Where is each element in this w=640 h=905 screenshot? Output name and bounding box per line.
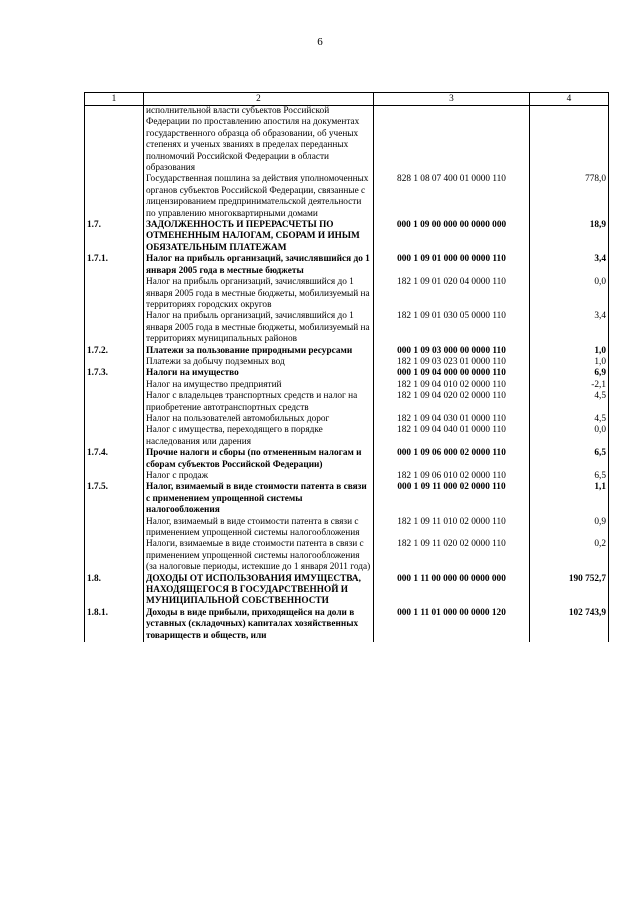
- table-row: [85, 254, 609, 277]
- table-row: [85, 106, 609, 175]
- page-number: 6: [317, 36, 323, 48]
- row-name: Прочие налоги и сборы (по отмененным налогам и сборам субъектов Российской Федерации): [144, 448, 374, 471]
- row-number: [85, 380, 144, 391]
- row-value: 0,0: [530, 425, 609, 448]
- row-value: 778,0: [530, 174, 609, 220]
- row-number: 1.7.: [85, 220, 144, 254]
- row-number: 1.7.2.: [85, 346, 144, 357]
- row-name: Налог на прибыль организаций, зачислявшийся до 1 января 2005 года в местные бюджеты, мобилизуемый на территориях муниципальных районов: [144, 311, 374, 345]
- row-value: 6,5: [530, 471, 609, 482]
- row-code: 000 1 09 03 000 00 0000 110: [374, 346, 530, 357]
- row-name: Налог, взимаемый в виде стоимости патента в связи с применением упрощенной системы налогообложения: [144, 482, 374, 516]
- table-row: [85, 608, 609, 642]
- row-code: 182 1 09 04 040 01 0000 110: [374, 425, 530, 448]
- table-row: [85, 517, 609, 540]
- row-name: Налог на пользователей автомобильных дорог: [144, 414, 374, 425]
- row-number: [85, 106, 144, 175]
- table-row: [85, 311, 609, 345]
- row-value: 6,5: [530, 448, 609, 471]
- row-name: Государственная пошлина за действия уполномоченных органов субъектов Российской Федерации, связанные с лицензированием предпринимательской деятельности по управлению многоквартирными домами: [144, 174, 374, 220]
- row-number: [85, 414, 144, 425]
- row-value: -2,1: [530, 380, 609, 391]
- table-row: [85, 357, 609, 368]
- table-row: [85, 425, 609, 448]
- table-row: [85, 414, 609, 425]
- row-number: [85, 311, 144, 345]
- row-code: 000 1 11 00 000 00 0000 000: [374, 574, 530, 608]
- row-name: Платежи за пользование природными ресурсами: [144, 346, 374, 357]
- row-value: 4,5: [530, 391, 609, 414]
- header-col-2: 2: [144, 93, 374, 106]
- table-row: [85, 220, 609, 254]
- row-number: [85, 357, 144, 368]
- table-row: [85, 277, 609, 311]
- row-code: 182 1 09 01 030 05 0000 110: [374, 311, 530, 345]
- row-code: 000 1 09 01 000 00 0000 110: [374, 254, 530, 277]
- row-name: исполнительной власти субъектов Российской Федерации по проставлению апостиля на документах государственного образца об образовании, об ученых степенях и ученых званиях в пределах переданных полномочий Российской Федерации в области образования: [144, 106, 374, 175]
- row-name: Налог с имущества, переходящего в порядке наследования или дарения: [144, 425, 374, 448]
- header-col-3: 3: [374, 93, 530, 106]
- row-value: 1,0: [530, 357, 609, 368]
- table-row: [85, 391, 609, 414]
- row-code: 182 1 09 06 010 02 0000 110: [374, 471, 530, 482]
- row-code: 000 1 09 06 000 02 0000 110: [374, 448, 530, 471]
- row-value: 3,4: [530, 311, 609, 345]
- budget-table: [84, 92, 609, 642]
- row-code: 182 1 09 04 030 01 0000 110: [374, 414, 530, 425]
- row-value: 0,2: [530, 539, 609, 573]
- row-name: Налог на имущество предприятий: [144, 380, 374, 391]
- row-number: 1.8.: [85, 574, 144, 608]
- row-name: Налог на прибыль организаций, зачислявшийся до 1 января 2005 года в местные бюджеты, мобилизуемый на территориях городских округов: [144, 277, 374, 311]
- row-code: [374, 106, 530, 175]
- table-row: [85, 346, 609, 357]
- row-code: 182 1 09 11 020 02 0000 110: [374, 539, 530, 573]
- row-name: Платежи за добычу подземных вод: [144, 357, 374, 368]
- row-name: Налог с продаж: [144, 471, 374, 482]
- row-name: Доходы в виде прибыли, приходящейся на доли в уставных (складочных) капиталах хозяйственных товариществ и обществ, или: [144, 608, 374, 642]
- row-number: 1.7.5.: [85, 482, 144, 516]
- row-number: [85, 277, 144, 311]
- row-code: 182 1 09 03 023 01 0000 110: [374, 357, 530, 368]
- row-name: Налог с владельцев транспортных средств и налог на приобретение автотранспортных средств: [144, 391, 374, 414]
- row-number: 1.7.1.: [85, 254, 144, 277]
- row-value: 0,0: [530, 277, 609, 311]
- table-row: [85, 471, 609, 482]
- row-value: 18,9: [530, 220, 609, 254]
- table-row: [85, 539, 609, 573]
- row-value: 3,4: [530, 254, 609, 277]
- row-number: 1.7.4.: [85, 448, 144, 471]
- row-value: [530, 106, 609, 175]
- table-row: [85, 448, 609, 471]
- table-row: [85, 174, 609, 220]
- row-code: 182 1 09 04 020 02 0000 110: [374, 391, 530, 414]
- row-value: 1,1: [530, 482, 609, 516]
- row-code: 000 1 09 11 000 02 0000 110: [374, 482, 530, 516]
- row-code: 000 1 09 04 000 00 0000 110: [374, 368, 530, 379]
- row-number: [85, 471, 144, 482]
- row-value: 4,5: [530, 414, 609, 425]
- table-body: [85, 106, 609, 643]
- row-name: Налог, взимаемый в виде стоимости патента в связи с применением упрощенной системы налогообложения: [144, 517, 374, 540]
- row-code: 182 1 09 04 010 02 0000 110: [374, 380, 530, 391]
- table-row: [85, 574, 609, 608]
- row-number: 1.7.3.: [85, 368, 144, 379]
- row-code: 828 1 08 07 400 01 0000 110: [374, 174, 530, 220]
- table-row: [85, 380, 609, 391]
- row-value: 102 743,9: [530, 608, 609, 642]
- row-number: [85, 539, 144, 573]
- header-col-1: 1: [85, 93, 144, 106]
- row-value: 0,9: [530, 517, 609, 540]
- row-number: [85, 517, 144, 540]
- row-code: 000 1 11 01 000 00 0000 120: [374, 608, 530, 642]
- row-code: 000 1 09 00 000 00 0000 000: [374, 220, 530, 254]
- row-value: 6,9: [530, 368, 609, 379]
- table-row: [85, 368, 609, 379]
- table-header: [85, 93, 609, 106]
- row-value: 190 752,7: [530, 574, 609, 608]
- row-code: 182 1 09 01 020 04 0000 110: [374, 277, 530, 311]
- row-code: 182 1 09 11 010 02 0000 110: [374, 517, 530, 540]
- row-name: Налоги, взимаемые в виде стоимости патента в связи с применением упрощенной системы налогообложения (за налоговые периоды, истекшие до 1 января 2011 года): [144, 539, 374, 573]
- row-number: [85, 425, 144, 448]
- row-number: [85, 391, 144, 414]
- row-name: Налог на прибыль организаций, зачислявшийся до 1 января 2005 года в местные бюджеты: [144, 254, 374, 277]
- table-row: [85, 482, 609, 516]
- row-value: 1,0: [530, 346, 609, 357]
- row-number: 1.8.1.: [85, 608, 144, 642]
- row-name: Налоги на имущество: [144, 368, 374, 379]
- row-number: [85, 174, 144, 220]
- row-name: ЗАДОЛЖЕННОСТЬ И ПЕРЕРАСЧЕТЫ ПО ОТМЕНЕННЫМ НАЛОГАМ, СБОРАМ И ИНЫМ ОБЯЗАТЕЛЬНЫМ ПЛАТЕЖАМ: [144, 220, 374, 254]
- row-name: ДОХОДЫ ОТ ИСПОЛЬЗОВАНИЯ ИМУЩЕСТВА, НАХОДЯЩЕГОСЯ В ГОСУДАРСТВЕННОЙ И МУНИЦИПАЛЬНОЙ СОБСТВЕННОСТИ: [144, 574, 374, 608]
- header-col-4: 4: [530, 93, 609, 106]
